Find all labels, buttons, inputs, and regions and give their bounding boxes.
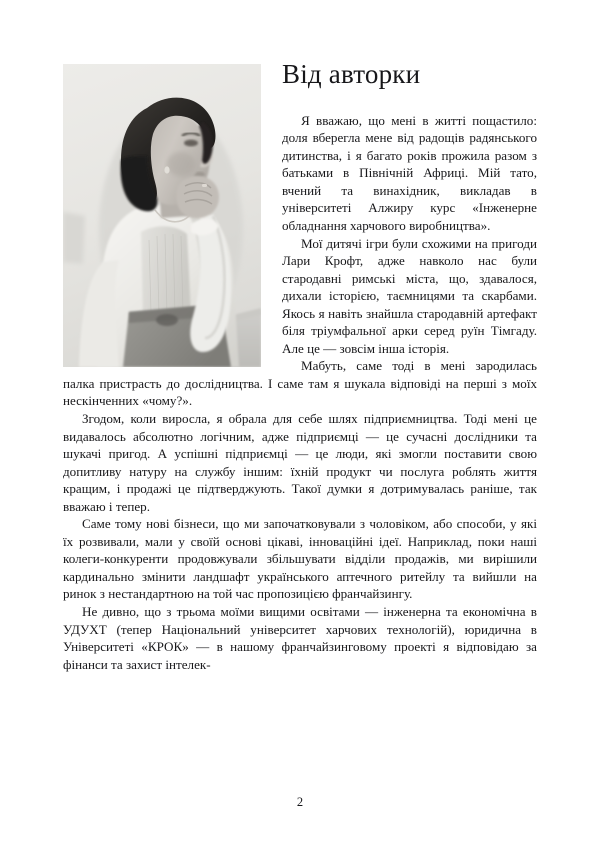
paragraph: Саме тому нові бізнеси, що ми започатковували з чоловіком, або способи, у які їх розвивали, мали у своїй основі цікаві, інноваційні ідеї. Наприклад, поки наші колеги-конкуренти продовжували збільшувати відділи продажів, ми вирішили кардинально змінити ландшафт українського аптечного ритейлу та вийшли на ринок з нестандартною на той час пропозицією франчайзингу.: [63, 516, 537, 602]
portrait-illustration: [63, 64, 261, 367]
paragraph: Мої дитячі ігри були схожими на пригоди Лари Крофт, адже навколо нас були стародавні римські міста, що, здавалося, дихали історією, таємницями та скарбами. Якось я навіть знайшла стародавній артефакт біля тріумфальної арки серед руїн Тімгаду. Але це — зовсім інша історія.: [282, 235, 537, 356]
paragraph: Мабуть, саме тоді в мені зародилась палка пристрасть до дослідництва. І саме там я шукала відповіді на перші з моїх нескінченних «чому?».: [63, 358, 537, 409]
paragraph: Я вважаю, що мені в житті пощастило: доля вберегла мене від радощів радянського дитинства, і я багато років прожила разом з батьками в Північній Африці. Мій тато, вчений та винахідник, викладав в університеті Алжиру курс «Інженерне обладнання харчового виробництва».: [282, 112, 537, 233]
page-content: [63, 60, 537, 673]
page-title: Від авторки: [282, 59, 421, 89]
author-portrait-photo: [63, 64, 261, 367]
paragraph: Не дивно, що з трьома моїми вищими освітами — інженерна та економічна в УДУХТ (тепер Національний університет харчових технологій), юридична в Університеті «КРОК» — в нашому франчайзинговому проекті я відповідаю за фінанси та захист інтелек-: [63, 604, 537, 672]
paragraph: Згодом, коли виросла, я обрала для себе шлях підприємництва. Тоді мені це видавалось абсолютно логічним, адже підприємці — це сучасні дослідники та шукачі пригод. А успішні підприємці — це люди, які змогли поставити свою допитливу натуру на службу іншим: їхній продукт чи послуга роблять життя кращим, і продажі це підтверджують. Такої думки я дотримувалась раніше, так вважаю і тепер.: [63, 410, 537, 514]
page-number: 2: [296, 795, 304, 809]
